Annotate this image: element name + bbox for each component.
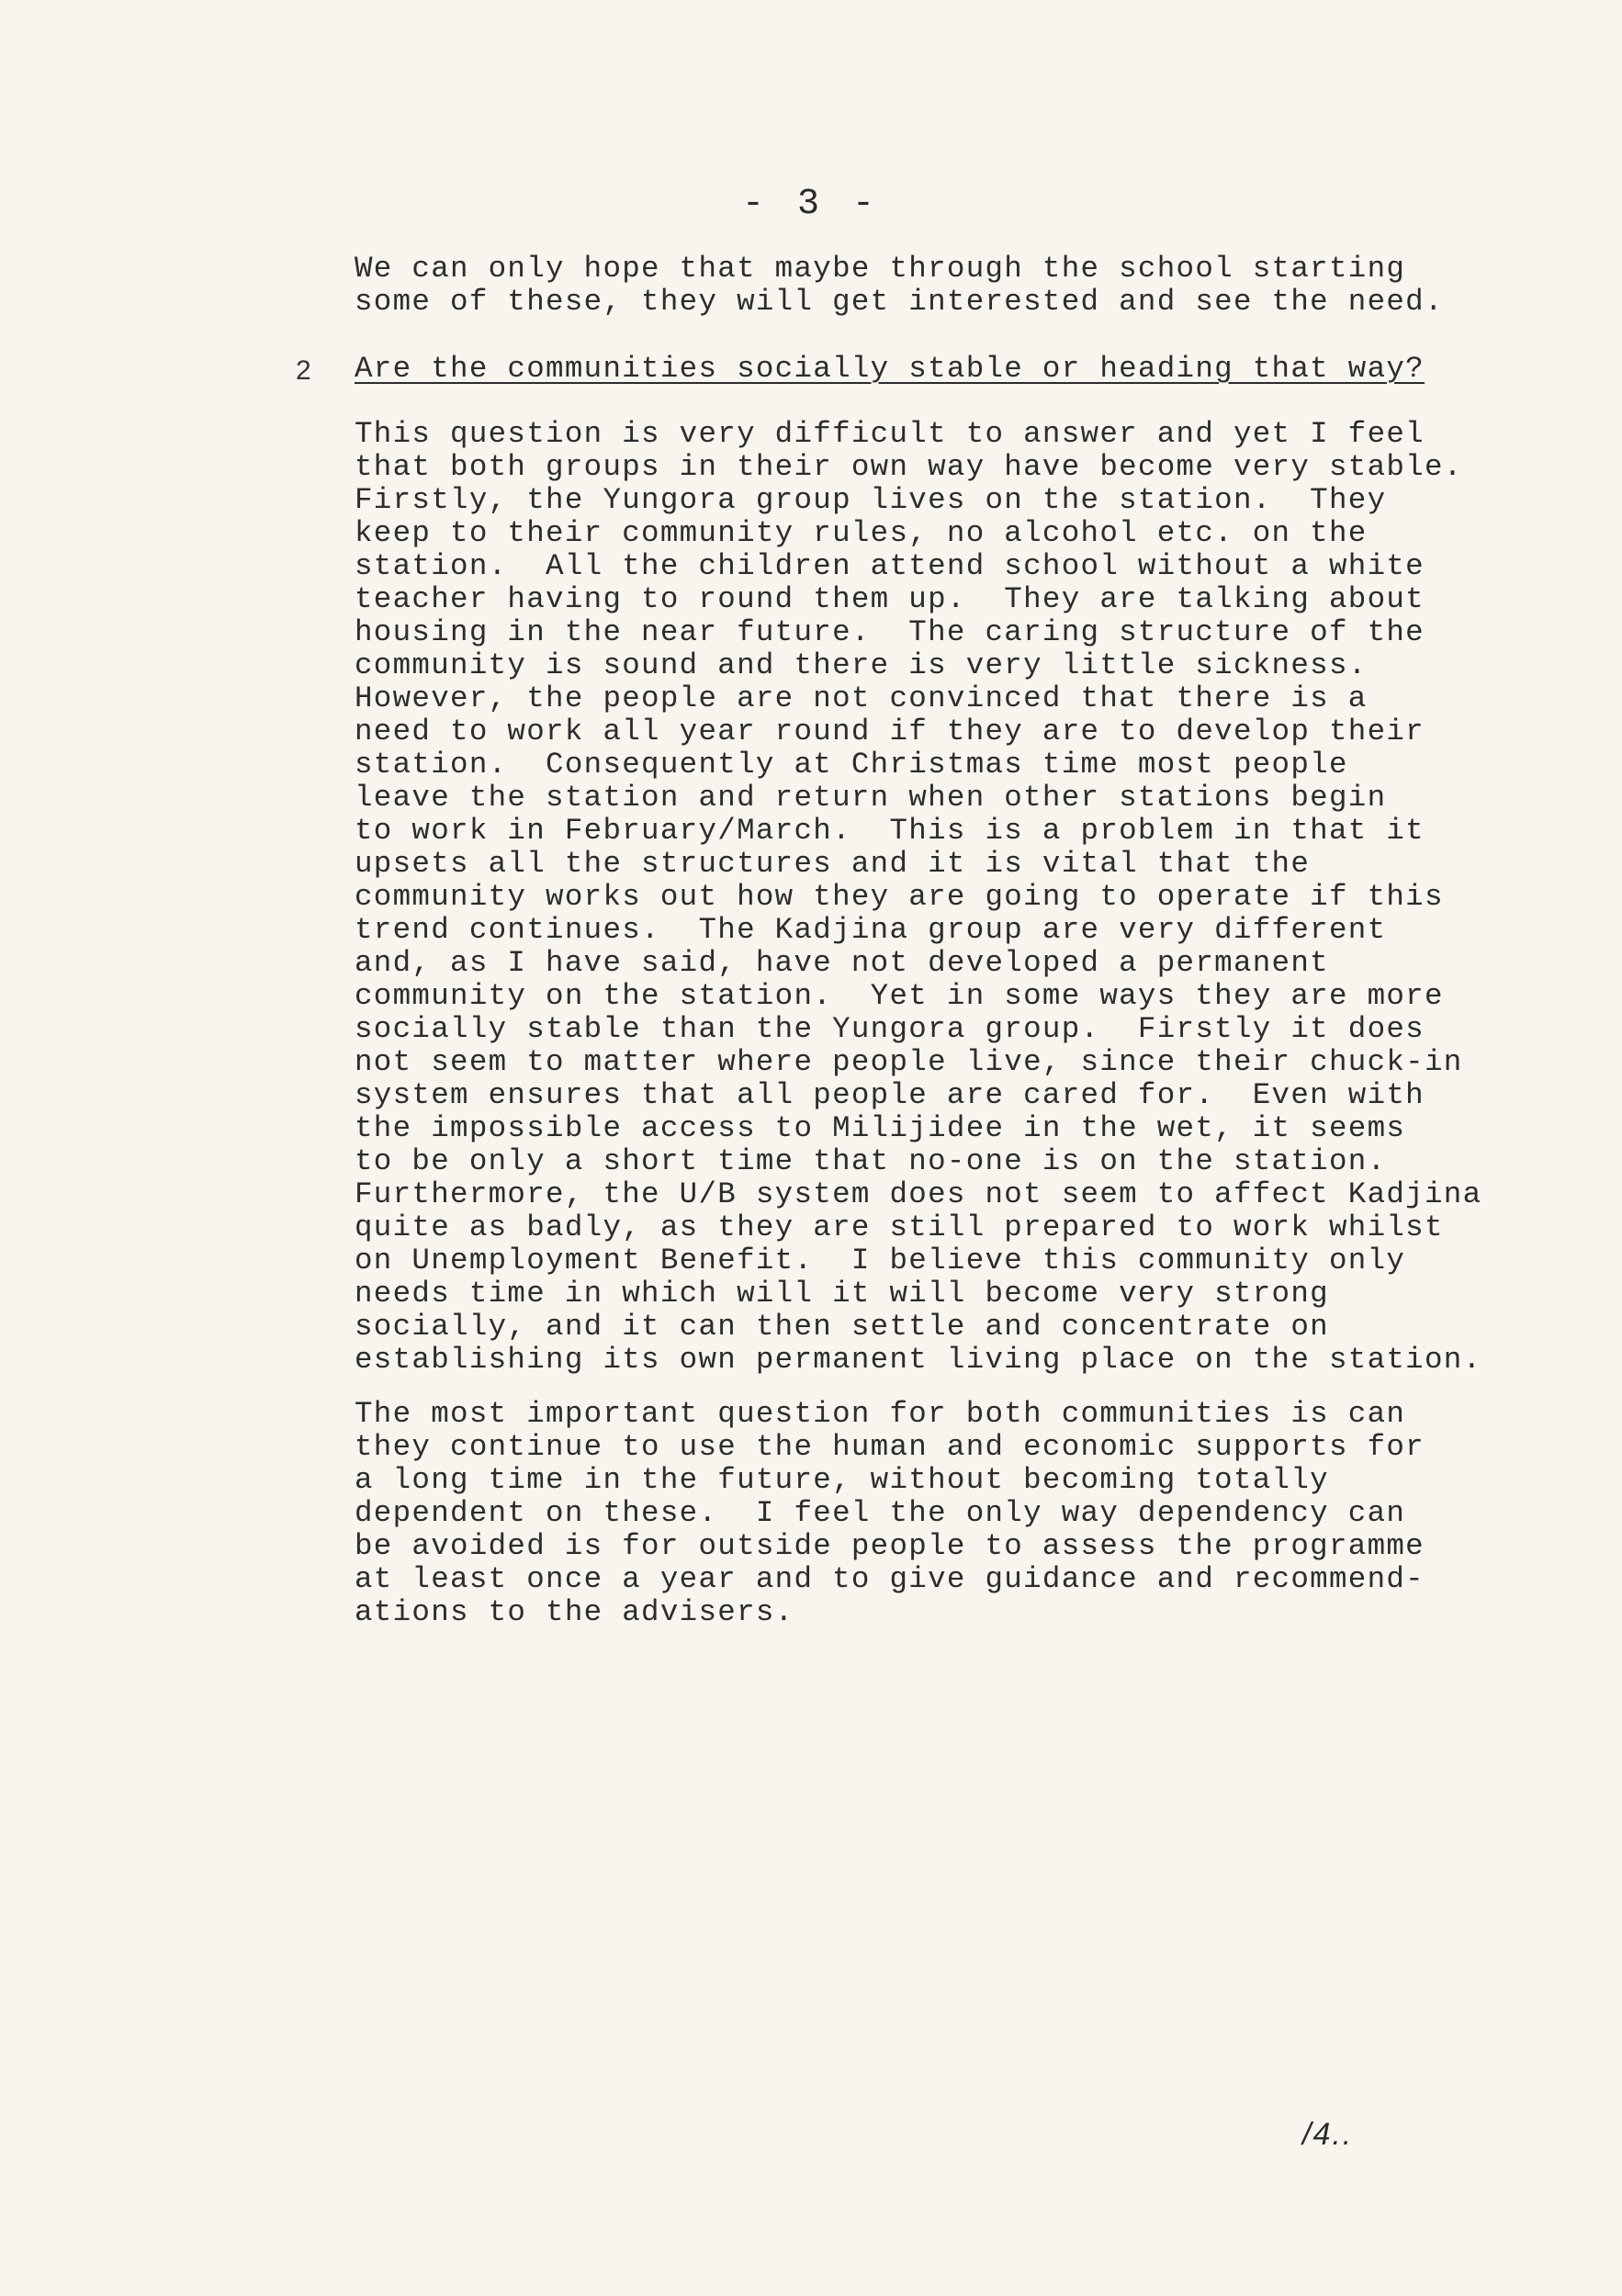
text-line: quite as badly, as they are still prepared to work whilst xyxy=(355,1210,1444,1244)
text-line: ations to the advisers. xyxy=(355,1595,794,1629)
text-line: on Unemployment Benefit. I believe this community only xyxy=(355,1244,1406,1277)
text-line: station. Consequently at Christmas time most people xyxy=(355,748,1348,782)
question-heading xyxy=(355,353,1539,386)
text-line: We can only hope that maybe through the school starting xyxy=(355,252,1406,286)
text-line: needs time in which will it will become very strong xyxy=(355,1277,1329,1311)
text-line: community works out how they are going to operate if this xyxy=(355,880,1444,914)
text-line: Furthermore, the U/B system does not seem to affect Kadjina xyxy=(355,1177,1482,1211)
text-line: be avoided is for outside people to assess the programme xyxy=(355,1529,1425,1563)
text-line: at least once a year and to give guidance and recommend- xyxy=(355,1562,1425,1596)
text-line: that both groups in their own way have become very stable. xyxy=(355,450,1463,484)
text-line: keep to their community rules, no alcohol etc. on the xyxy=(355,516,1368,550)
text-line: upsets all the structures and it is vital that the xyxy=(355,847,1311,881)
text-line: community is sound and there is very little sickness. xyxy=(355,648,1368,682)
text-line: a long time in the future, without becoming totally xyxy=(355,1463,1329,1497)
text-line: housing in the near future. The caring structure of the xyxy=(355,615,1425,649)
text-line: the impossible access to Milijidee in the wet, it seems xyxy=(355,1111,1406,1145)
text-line: The most important question for both communities is can xyxy=(355,1397,1406,1431)
question-heading-text: Are the communities socially stable or heading that way? xyxy=(355,352,1425,386)
text-line: socially stable than the Yungora group. Firstly it does xyxy=(355,1012,1425,1046)
answer-paragraph-1 xyxy=(355,418,1539,1377)
text-line: and, as I have said, have not developed a permanent xyxy=(355,946,1329,980)
text-line: However, the people are not convinced that there is a xyxy=(355,681,1368,715)
text-line: they continue to use the human and economic supports for xyxy=(355,1430,1425,1464)
text-line: This question is very difficult to answer and yet I feel xyxy=(355,417,1425,451)
text-line: community on the station. Yet in some ways they are more xyxy=(355,979,1444,1013)
text-line: need to work all year round if they are to develop their xyxy=(355,715,1425,748)
answer-paragraph-2 xyxy=(355,1398,1539,1629)
question-number: 2 xyxy=(296,355,311,386)
text-line: to be only a short time that no-one is on the station. xyxy=(355,1144,1387,1178)
next-page-reference: /4.. xyxy=(1302,2117,1354,2152)
text-line: establishing its own permanent living place on the station. xyxy=(355,1343,1482,1377)
text-line: teacher having to round them up. They are talking about xyxy=(355,582,1425,616)
text-line: station. All the children attend school without a white xyxy=(355,549,1425,583)
text-line: to work in February/March. This is a problem in that it xyxy=(355,814,1425,848)
text-line: trend continues. The Kadjina group are very different xyxy=(355,913,1387,947)
text-line: Firstly, the Yungora group lives on the station. They xyxy=(355,483,1387,517)
intro-paragraph xyxy=(355,253,1539,319)
text-line: system ensures that all people are cared for. Even with xyxy=(355,1078,1425,1112)
text-line: not seem to matter where people live, since their chuck-in xyxy=(355,1045,1463,1079)
text-line: dependent on these. I feel the only way dependency can xyxy=(355,1496,1406,1530)
text-line: socially, and it can then settle and concentrate on xyxy=(355,1310,1329,1344)
text-line: leave the station and return when other stations begin xyxy=(355,781,1387,815)
page-number: - 3 - xyxy=(741,184,881,225)
text-line: some of these, they will get interested and see the need. xyxy=(355,285,1444,319)
